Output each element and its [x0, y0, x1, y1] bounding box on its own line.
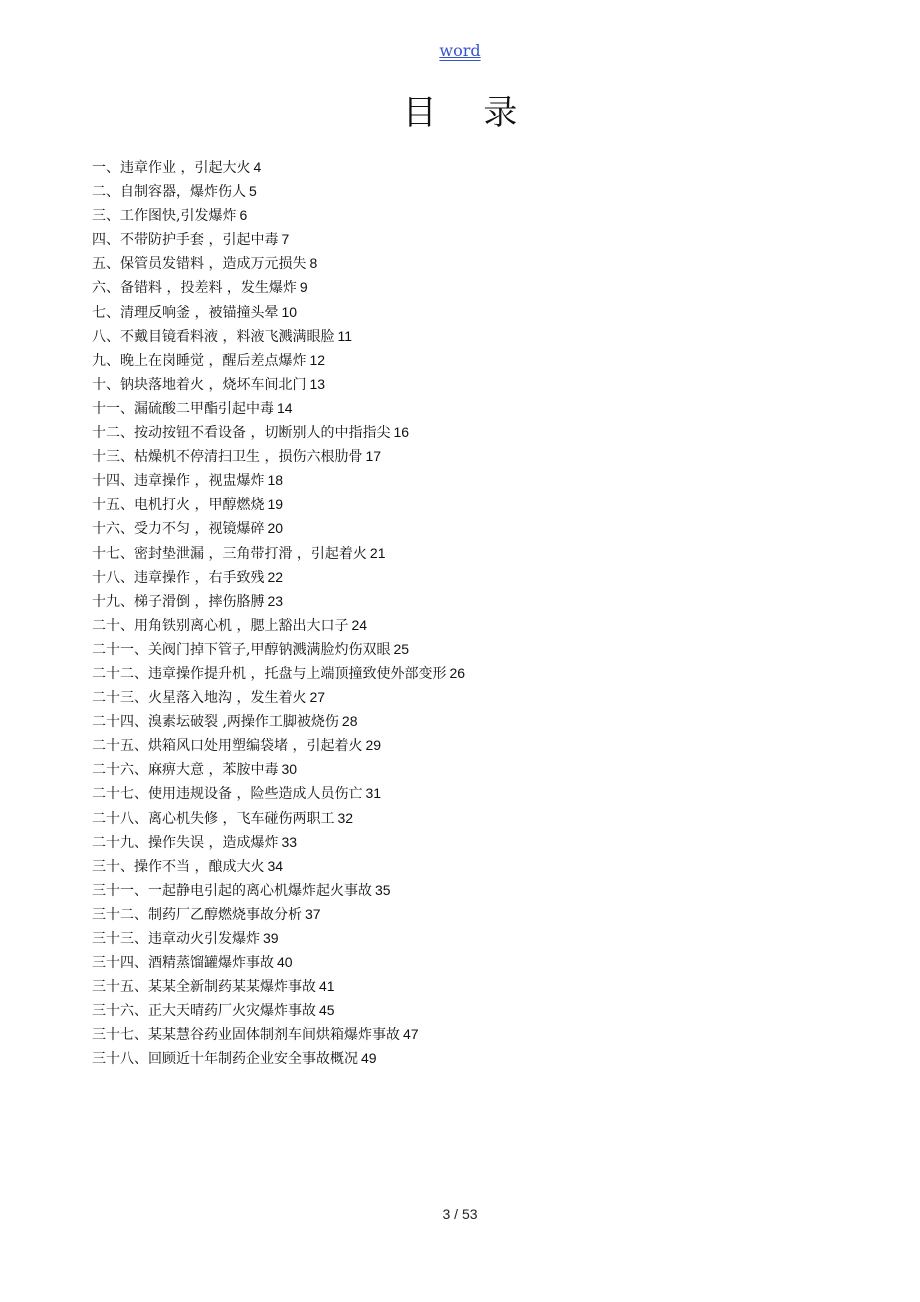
- toc-entry-title: 十、钠块落地着火 ，烧坏车间北门: [92, 376, 307, 393]
- toc-entry[interactable]: [92, 492, 465, 516]
- toc-entry-title: 六、备错料 ，投差料 ，发生爆炸: [92, 280, 297, 297]
- toc-entry-title: 十一、漏硫酸二甲酯引起中毒: [92, 400, 274, 417]
- toc-entry[interactable]: [92, 565, 465, 589]
- toc-entry-page-number: 22: [267, 568, 284, 585]
- toc-entry-title: 三十二、制药厂乙醇燃烧事故分析: [92, 906, 302, 923]
- toc-entry-title: 十四、违章操作 ，视盅爆炸: [92, 473, 265, 490]
- toc-entry[interactable]: [92, 854, 465, 878]
- toc-entry-title: 十三、枯燥机不停清扫卫生 ，损伤六根肋骨: [92, 449, 363, 466]
- toc-entry[interactable]: [92, 372, 465, 396]
- toc-entry[interactable]: [92, 830, 465, 854]
- toc-entry[interactable]: [92, 733, 465, 757]
- toc-entry[interactable]: [92, 950, 465, 974]
- toc-entry-page-number: 17: [365, 448, 382, 465]
- toc-entry-page-number: 21: [369, 544, 386, 561]
- toc-entry-page-number: 37: [305, 905, 321, 922]
- toc-entry[interactable]: [92, 300, 465, 324]
- toc-entry[interactable]: [92, 420, 465, 444]
- toc-entry-title: 十二、按动按钮不看设备 ，切断别人的中指指尖: [92, 425, 391, 442]
- toc-entry-page-number: 40: [277, 954, 293, 971]
- toc-entry-title: 二十五、烘箱风口处用塑编袋堵 ，引起着火: [92, 738, 363, 755]
- toc-entry-title: 二十六、麻痹大意 ，苯胺中毒: [92, 762, 279, 779]
- toc-entry-page-number: 34: [267, 857, 284, 874]
- toc-entry-page-number: 35: [375, 881, 391, 898]
- toc-entry-page-number: 5: [249, 183, 257, 200]
- toc-entry[interactable]: [92, 251, 465, 275]
- toc-entry[interactable]: [92, 781, 465, 805]
- toc-entry-title: 八、不戴目镜看料液 ，料液飞溅满眼脸: [92, 328, 335, 345]
- toc-entry-page-number: 30: [281, 761, 298, 778]
- toc-entry-title: 三十六、正大天晴药厂火灾爆炸事故: [92, 1003, 316, 1020]
- toc-entry-title: 五、保管员发错料 ，造成万元损失: [92, 256, 307, 273]
- toc-entry[interactable]: [92, 661, 465, 685]
- toc-entry-page-number: 23: [267, 592, 284, 609]
- toc-entry-page-number: 28: [341, 713, 358, 730]
- toc-entry-page-number: 33: [281, 833, 298, 850]
- toc-entry-page-number: 19: [267, 496, 284, 513]
- toc-entry-page-number: 7: [281, 231, 290, 248]
- toc-entry-page-number: 27: [309, 689, 326, 706]
- toc-entry[interactable]: [92, 444, 465, 468]
- toc-entry-title: 三、工作图快,引发爆炸: [92, 208, 237, 225]
- toc-entry-title: 三十三、违章动火引发爆炸: [92, 931, 260, 947]
- toc-entry-page-number: 25: [393, 640, 410, 657]
- table-of-contents: [92, 155, 465, 1071]
- toc-entry-title: 二十、用角铁别离心机 ，腮上豁出大口子: [92, 617, 349, 634]
- toc-entry-title: 十七、密封垫泄漏 ，三角带打滑 ，引起着火: [92, 545, 367, 562]
- toc-entry-title: 七、清理反响釜 ，被锚撞头晕: [92, 304, 279, 321]
- toc-entry[interactable]: [92, 613, 465, 637]
- toc-entry-page-number: 32: [337, 809, 354, 826]
- toc-entry-title: 三十七、某某慧谷药业固体制剂车间烘箱爆炸事故: [92, 1027, 400, 1044]
- toc-entry-title: 二十九、操作失误 ，造成爆炸: [92, 834, 279, 851]
- toc-entry-title: 三十、操作不当 ，酿成大火: [92, 858, 265, 875]
- toc-entry[interactable]: [92, 757, 465, 781]
- toc-entry-page-number: 12: [309, 351, 326, 368]
- toc-entry[interactable]: [92, 1022, 465, 1046]
- toc-entry[interactable]: [92, 516, 465, 540]
- toc-entry-title: 十九、梯子滑倒 ，摔伤胳膊: [92, 593, 265, 610]
- toc-entry-title: 二十三、火星落入地沟 ，发生着火: [92, 690, 307, 707]
- toc-entry-page-number: 4: [253, 159, 262, 175]
- header-word-link[interactable]: word: [439, 41, 481, 60]
- page-title: 目 录: [402, 92, 536, 133]
- toc-entry[interactable]: [92, 468, 465, 492]
- toc-entry[interactable]: [92, 541, 465, 565]
- toc-entry-title: 三十五、某某全新制药某某爆炸事故: [92, 979, 316, 996]
- toc-entry-title: 十六、受力不匀 ，视镜爆碎: [92, 521, 265, 538]
- toc-entry[interactable]: [92, 637, 465, 661]
- toc-entry[interactable]: [92, 227, 465, 251]
- toc-entry-page-number: 14: [277, 399, 293, 416]
- toc-entry-title: 二十二、违章操作提升机 ，托盘与上端顶撞致使外部变形: [92, 665, 447, 682]
- toc-entry-page-number: 41: [319, 978, 335, 995]
- toc-entry-title: 二、自制容器，爆炸伤人: [92, 184, 246, 201]
- toc-entry[interactable]: [92, 806, 465, 830]
- toc-entry-title: 十八、违章操作 ，右手致残: [92, 569, 265, 586]
- toc-entry[interactable]: [92, 878, 465, 902]
- toc-entry[interactable]: [92, 998, 465, 1022]
- toc-entry[interactable]: [92, 324, 465, 348]
- toc-entry-title: 三十四、酒精蒸馏罐爆炸事故: [92, 955, 274, 972]
- toc-entry[interactable]: [92, 589, 465, 613]
- toc-entry-page-number: 10: [281, 303, 298, 320]
- toc-entry-page-number: 45: [319, 1002, 335, 1019]
- toc-entry-page-number: 29: [365, 737, 382, 754]
- toc-entry-page-number: 6: [239, 207, 248, 224]
- toc-entry[interactable]: [92, 396, 465, 420]
- toc-entry-title: 三十一、一起静电引起的离心机爆炸起火事故: [92, 882, 372, 899]
- toc-entry-page-number: 47: [403, 1026, 419, 1043]
- toc-entry-page-number: 39: [263, 930, 279, 946]
- toc-entry-title: 三十八、回顾近十年制药企业安全事故概况: [92, 1051, 358, 1068]
- toc-entry-title: 二十七、使用违规设备 ，险些造成人员伤亡: [92, 786, 363, 803]
- toc-entry-page-number: 8: [309, 255, 318, 272]
- toc-entry-page-number: 49: [361, 1050, 377, 1067]
- toc-entry-title: 十五、电机打火 ，甲醇燃烧: [92, 497, 265, 514]
- toc-entry-page-number: 31: [365, 785, 382, 802]
- toc-entry[interactable]: [92, 974, 465, 998]
- toc-entry-page-number: 20: [267, 520, 284, 537]
- toc-entry-page-number: 24: [351, 616, 368, 633]
- toc-entry[interactable]: [92, 348, 465, 372]
- toc-entry[interactable]: [92, 1046, 465, 1070]
- toc-entry-title: 九、晚上在岗睡觉 ，醒后差点爆炸: [92, 352, 307, 369]
- toc-entry[interactable]: [92, 902, 465, 926]
- toc-entry-title: 二十四、溴素坛破裂 ,两操作工脚被烧伤: [92, 714, 339, 731]
- toc-entry-page-number: 13: [309, 375, 326, 392]
- toc-entry-page-number: 16: [393, 424, 410, 441]
- toc-entry-title: 四、不带防护手套 ，引起中毒: [92, 232, 279, 249]
- toc-entry[interactable]: [92, 275, 465, 299]
- toc-entry-page-number: 11: [337, 327, 352, 344]
- toc-entry[interactable]: [92, 179, 465, 203]
- toc-entry-page-number: 26: [449, 664, 466, 681]
- page-number-footer: 3 / 53: [442, 1206, 478, 1222]
- toc-entry[interactable]: [92, 709, 465, 733]
- toc-entry-title: 二十一、关阀门掉下管子,甲醇钠溅满脸灼伤双眼: [92, 641, 391, 658]
- toc-entry[interactable]: [92, 926, 465, 950]
- toc-entry-title: 二十八、离心机失修 ，飞车碰伤两职工: [92, 810, 335, 827]
- toc-entry[interactable]: [92, 685, 465, 709]
- toc-entry[interactable]: [92, 155, 465, 179]
- toc-entry-page-number: 9: [299, 279, 308, 296]
- toc-entry[interactable]: [92, 203, 465, 227]
- toc-entry-title: 一、违章作业 ，引起大火: [92, 160, 251, 176]
- toc-entry-page-number: 18: [267, 472, 284, 489]
